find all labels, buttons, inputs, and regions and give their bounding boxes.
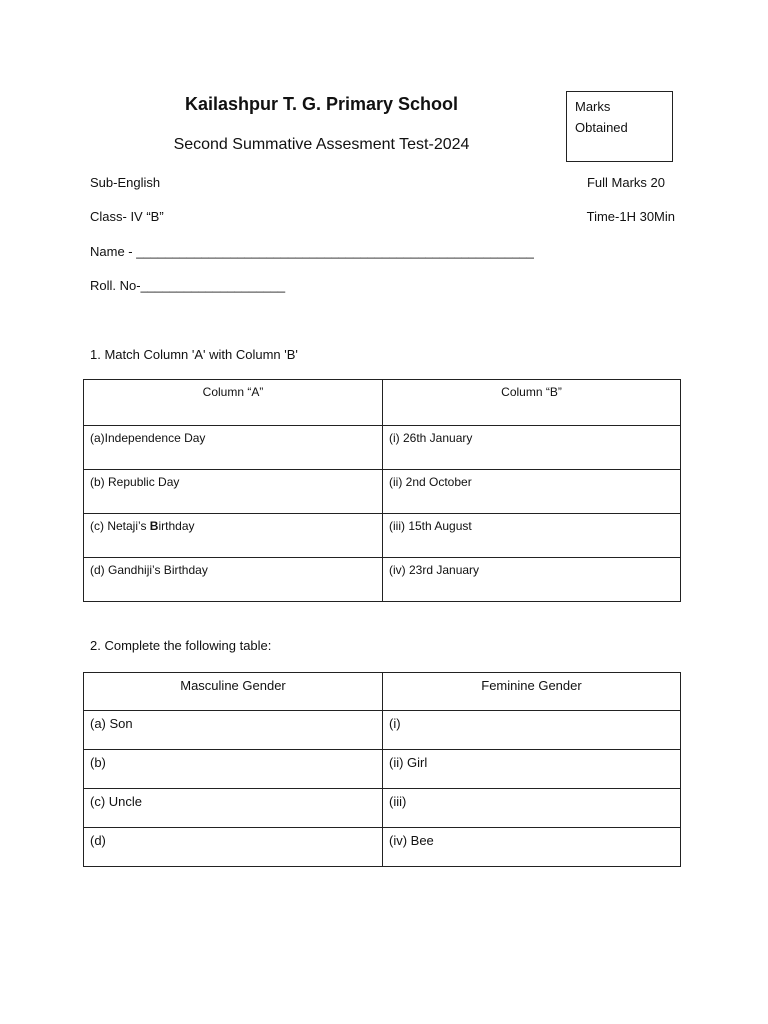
column-a-cell — [84, 514, 383, 558]
column-b-cell: (i) 26th January — [383, 426, 681, 470]
gender-table — [83, 672, 681, 867]
feminine-cell: (ii) Girl — [383, 750, 681, 789]
column-a-cell: (a)Independence Day — [84, 426, 383, 470]
column-a-cell: (b) Republic Day — [84, 470, 383, 514]
feminine-cell: (i) — [383, 711, 681, 750]
masculine-cell: (b) — [84, 750, 383, 789]
cell-text-start: (c) Netaji’s — [90, 519, 150, 533]
exam-title: Second Summative Assesment Test-2024 — [173, 136, 470, 153]
masculine-cell: (c) Uncle — [84, 789, 383, 828]
table-row — [84, 470, 681, 514]
masculine-cell: (d) — [84, 828, 383, 867]
column-b-cell: (iii) 15th August — [383, 514, 681, 558]
table-row — [84, 711, 681, 750]
table-header-row — [84, 673, 681, 711]
masculine-header: Masculine Gender — [84, 673, 383, 711]
table-row — [84, 828, 681, 867]
table-header-row — [84, 380, 681, 426]
question-1: 1. Match Column 'A' with Column 'B' — [90, 347, 298, 362]
time-label: Time-1H 30Min — [586, 209, 675, 224]
name-field: Name - _______________________________________________________ — [90, 244, 534, 259]
column-a-cell: (d) Gandhiji’s Birthday — [84, 558, 383, 602]
table-row — [84, 789, 681, 828]
feminine-cell: (iv) Bee — [383, 828, 681, 867]
column-b-cell: (iv) 23rd January — [383, 558, 681, 602]
marks-box-label-line2: Obtained — [575, 120, 628, 135]
marks-obtained-box — [566, 91, 673, 162]
feminine-cell: (iii) — [383, 789, 681, 828]
masculine-cell: (a) Son — [84, 711, 383, 750]
question-2: 2. Complete the following table: — [90, 638, 272, 653]
match-columns-table — [83, 379, 681, 602]
column-b-cell: (ii) 2nd October — [383, 470, 681, 514]
full-marks-label: Full Marks 20 — [586, 175, 665, 190]
class-label: Class- IV “B” — [90, 209, 164, 224]
table-row — [84, 750, 681, 789]
column-a-header: Column “A” — [84, 380, 383, 426]
feminine-header: Feminine Gender — [383, 673, 681, 711]
table-row — [84, 514, 681, 558]
table-row — [84, 558, 681, 602]
marks-box-label-line1: Marks — [575, 99, 611, 114]
table-row — [84, 426, 681, 470]
cell-text-end: irthday — [158, 519, 195, 533]
column-b-header: Column “B” — [383, 380, 681, 426]
subject-label: Sub-English — [90, 175, 161, 190]
cell-text-bold-letter: B — [149, 519, 159, 533]
school-title: Kailashpur T. G. Primary School — [184, 94, 459, 114]
roll-number-field: Roll. No-____________________ — [90, 278, 286, 293]
